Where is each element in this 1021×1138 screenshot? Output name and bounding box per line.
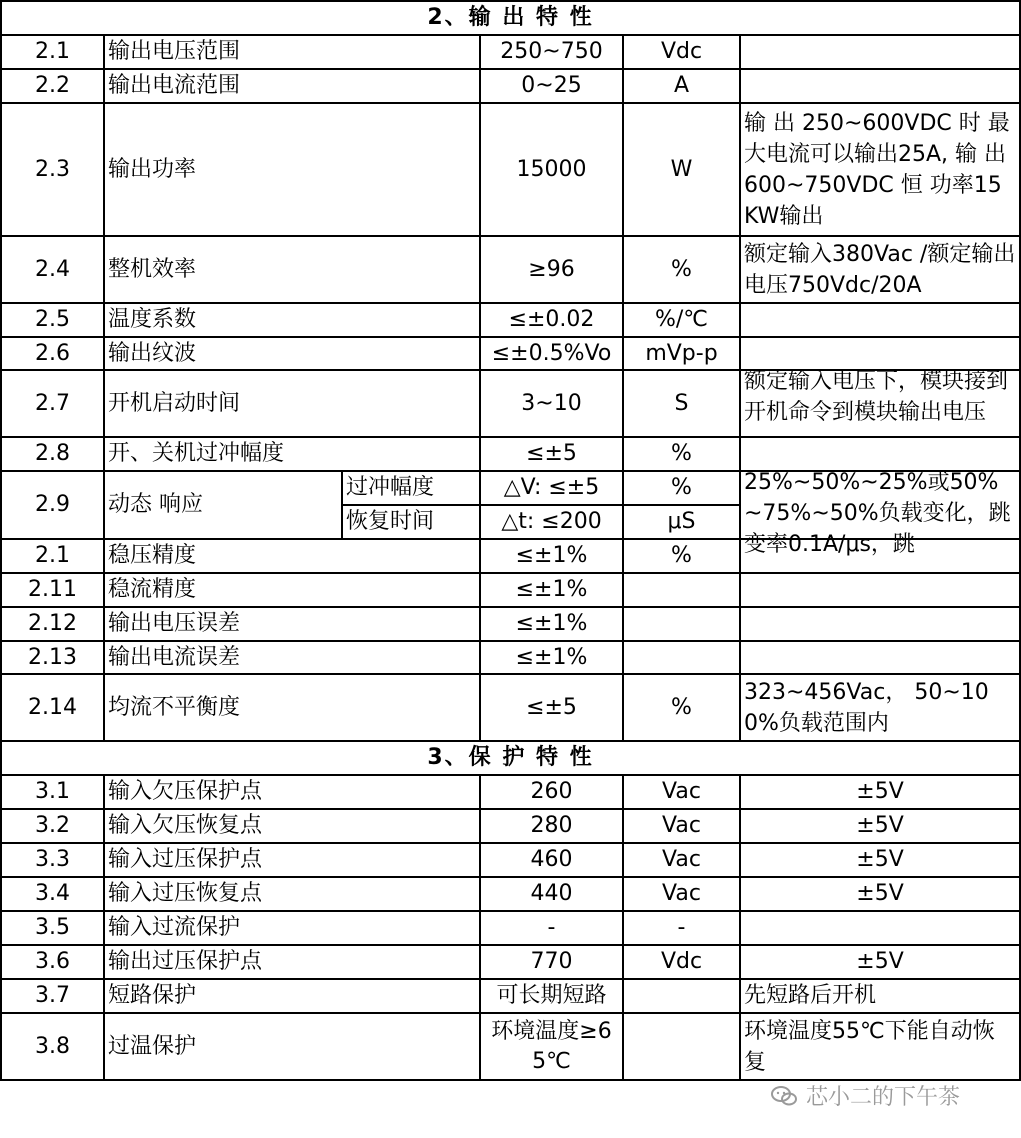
item-value: 250~750 [480,35,623,69]
item-name: 输入过压保护点 [104,843,480,877]
item-unit: Vdc [623,945,740,979]
item-unit: mVp-p [623,337,740,370]
item-number: 3.4 [1,877,104,911]
item-number: 3.3 [1,843,104,877]
item-note [740,607,1020,641]
item-value: ≤±0.02 [480,303,623,337]
wechat-icon [770,1085,798,1107]
item-number: 3.5 [1,911,104,945]
item-name: 温度系数 [104,303,480,337]
item-number: 2.12 [1,607,104,641]
section-header-output [1,1,1020,35]
section-header-protect [1,741,1020,775]
item-name: 稳流精度 [104,573,480,607]
table-row [1,607,1020,641]
item-note [740,470,1020,557]
item-name: 输出电压误差 [104,607,480,641]
item-number: 2.6 [1,337,104,370]
table-row [1,674,1020,741]
item-note: 先短路后开机 [740,979,1020,1013]
item-note: ±5V [740,877,1020,911]
table-row [1,303,1020,337]
watermark-text: 芯小二的下午茶 [806,1085,961,1110]
item-name: 整机效率 [104,236,480,303]
item-unit: S [623,370,740,437]
table-row [1,979,1020,1013]
item-value: 460 [480,843,623,877]
item-number: 2.13 [1,641,104,674]
item-unit: Vac [623,775,740,809]
item-unit: %/℃ [623,303,740,337]
item-number: 2.4 [1,236,104,303]
item-unit: W [623,103,740,236]
item-number: 2.11 [1,573,104,607]
item-note-text: 25%~50%~25%或50%~75%~50%负载变化，跳变率0.1A/μs，跳 [744,470,1011,557]
item-number: 2.14 [1,674,104,741]
table-row [1,103,1020,236]
item-unit [623,607,740,641]
item-note [740,69,1020,103]
item-unit: - [623,911,740,945]
item-note: 环境温度55℃下能自动恢复 [740,1013,1020,1080]
item-name: 输入过压恢复点 [104,877,480,911]
item-number: 3.7 [1,979,104,1013]
item-value: 280 [480,809,623,843]
table-row [1,236,1020,303]
section-title-protect: 3、保 护 特 性 [1,741,1020,775]
item-note [740,303,1020,337]
item-unit: Vac [623,809,740,843]
sub-item-name: 恢复时间 [342,505,480,539]
item-unit: Vdc [623,35,740,69]
sub-item-value: △t: ≤200 [480,505,623,539]
item-note: 额定输入380Vac /额定输出电压750Vdc/20A [740,236,1020,303]
item-value: 15000 [480,103,623,236]
item-name: 输入过流保护 [104,911,480,945]
item-value: ≥96 [480,236,623,303]
item-note: ±5V [740,843,1020,877]
item-name: 开机启动时间 [104,370,480,437]
table-row [1,945,1020,979]
item-value: 可长期短路 [480,979,623,1013]
item-value: ≤±1% [480,607,623,641]
item-value: ≤±5 [480,437,623,471]
item-unit: Vac [623,843,740,877]
item-name: 稳压精度 [104,539,480,573]
item-unit [623,641,740,674]
table-row [1,641,1020,674]
item-unit: Vac [623,877,740,911]
item-value: 3~10 [480,370,623,437]
watermark [770,1080,960,1111]
item-name: 输入欠压保护点 [104,775,480,809]
item-note: ±5V [740,775,1020,809]
item-note [740,370,1020,437]
item-note: ±5V [740,945,1020,979]
table-row [1,911,1020,945]
item-number: 2.7 [1,370,104,437]
item-name: 输出纹波 [104,337,480,370]
sub-item-unit: % [623,471,740,505]
table-row [1,437,1020,471]
table-row-dynamic [1,471,1020,505]
table-row [1,370,1020,437]
item-note [740,35,1020,69]
item-value: ≤±1% [480,539,623,573]
item-note: 323~456Vac， 50~100%负载范围内 [740,674,1020,741]
item-name: 开、关机过冲幅度 [104,437,480,471]
item-name: 动态 响应 [104,471,342,539]
item-name: 输出功率 [104,103,480,236]
table-row [1,35,1020,69]
table-row [1,843,1020,877]
item-unit: % [623,539,740,573]
section-title-output: 2、输 出 特 性 [1,1,1020,35]
item-number: 2.5 [1,303,104,337]
item-value: ≤±1% [480,573,623,607]
item-value: - [480,911,623,945]
item-note: 输 出 250~600VDC 时 最大电流可以输出25A, 输 出 600~750VDC 恒 功率15KW输出 [740,103,1020,236]
item-unit [623,573,740,607]
item-unit: % [623,437,740,471]
item-name: 输出电流误差 [104,641,480,674]
item-unit: % [623,674,740,741]
item-name: 输出电压范围 [104,35,480,69]
item-number: 2.3 [1,103,104,236]
item-value: ≤±5 [480,674,623,741]
item-value: 770 [480,945,623,979]
item-unit: A [623,69,740,103]
item-number: 3.6 [1,945,104,979]
item-number: 3.8 [1,1013,104,1080]
item-note [740,911,1020,945]
sub-item-name: 过冲幅度 [342,471,480,505]
item-note: ±5V [740,809,1020,843]
item-name: 短路保护 [104,979,480,1013]
item-number: 3.2 [1,809,104,843]
item-number: 2.1 [1,35,104,69]
item-name: 过温保护 [104,1013,480,1080]
item-note [740,641,1020,674]
table-row [1,809,1020,843]
item-name: 输出过压保护点 [104,945,480,979]
item-number: 2.1 [1,539,104,573]
item-name: 均流不平衡度 [104,674,480,741]
sub-item-value: △V: ≤±5 [480,471,623,505]
table-row [1,573,1020,607]
table-row [1,877,1020,911]
item-unit [623,979,740,1013]
table-row [1,69,1020,103]
item-value: 440 [480,877,623,911]
item-number: 3.1 [1,775,104,809]
item-name: 输出电流范围 [104,69,480,103]
item-note [740,437,1020,471]
item-value: 260 [480,775,623,809]
item-number: 2.2 [1,69,104,103]
item-name: 输入欠压恢复点 [104,809,480,843]
item-number: 2.9 [1,471,104,539]
table-row [1,1013,1020,1080]
item-value: 0~25 [480,69,623,103]
table-row [1,775,1020,809]
item-value: ≤±0.5%Vo [480,337,623,370]
item-unit [623,1013,740,1080]
item-note-text: 额定输入电压下，模块接到开机命令到模块输出电压 [744,368,1009,425]
item-value: ≤±1% [480,641,623,674]
item-note [740,573,1020,607]
item-value: 环境温度≥65℃ [480,1013,623,1080]
item-number: 2.8 [1,437,104,471]
sub-item-unit: μS [623,505,740,539]
item-unit: % [623,236,740,303]
